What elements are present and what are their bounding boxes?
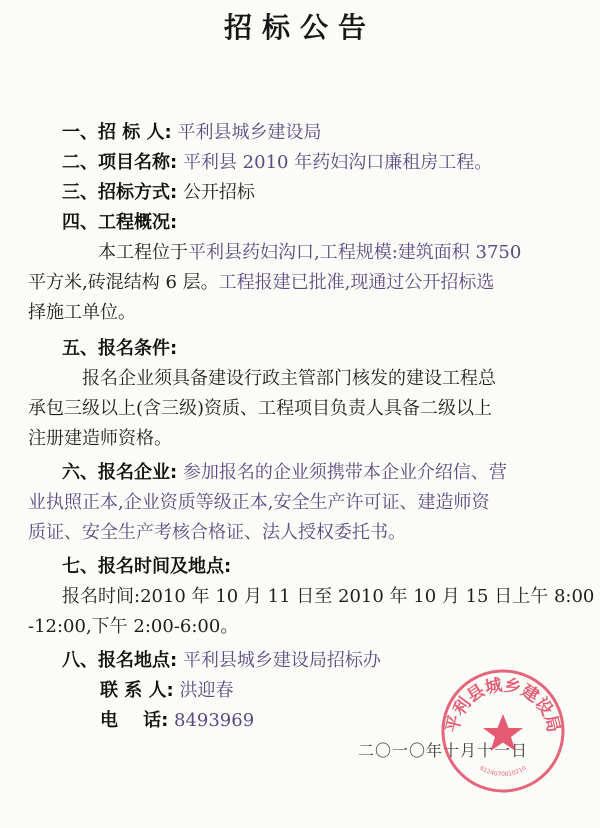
requirements-line-2: 承包三级以上(含三级)资质、工程项目负责人具备二级以上 xyxy=(28,398,493,419)
project-name-heading: 二、项目名称: xyxy=(62,152,178,173)
time-line-2: -12:00,下午 2:00-6:00。 xyxy=(28,616,239,637)
section-documents xyxy=(62,462,507,484)
issue-date: 二〇一〇年十月十一日 xyxy=(358,741,529,760)
phone-value: 8493969 xyxy=(174,710,255,731)
section-tenderer xyxy=(62,122,321,144)
svg-text:6124070010210 xyxy=(478,765,527,779)
requirements-line-3: 注册建造师资格。 xyxy=(28,428,172,449)
section-project-name xyxy=(62,152,492,174)
overview-heading: 四、工程概况: xyxy=(62,212,178,233)
contact-label: 联 系 人: xyxy=(100,680,174,701)
phone-label: 电 话: xyxy=(100,710,169,731)
section-location xyxy=(62,650,381,672)
project-name-value: 平利县 2010 年药妇沟口廉租房工程。 xyxy=(182,152,493,173)
time-line-1: 报名时间:2010 年 10 月 11 日至 2010 年 10 月 15 日上午 8:00 xyxy=(62,586,595,607)
documents-line-1: 参加报名的企业须携带本企业介绍信、营 xyxy=(182,462,507,483)
tenderer-value: 平利县城乡建设局 xyxy=(177,122,322,143)
location-value: 平利县城乡建设局招标办 xyxy=(182,650,381,671)
overview-line-1: 本工程位于平利县药妇沟口,工程规模:建筑面积 3750 xyxy=(98,242,522,263)
requirements-line-1: 报名企业须具备建设行政主管部门核发的建设工程总 xyxy=(82,368,496,389)
contact-row xyxy=(100,680,233,702)
section-method xyxy=(62,182,255,204)
documents-line-3: 质证、安全生产考核合格证、法人授权委托书。 xyxy=(28,522,406,543)
phone-row xyxy=(100,710,254,732)
seal-code: 6124070010210 xyxy=(478,764,528,779)
tenderer-heading: 一、招 标 人: xyxy=(62,122,172,143)
notice-title: 招标公告 xyxy=(223,11,376,44)
seal-star-icon xyxy=(483,714,523,751)
documents-heading: 六、报名企业: xyxy=(62,462,178,483)
method-value: 公开招标 xyxy=(182,182,255,203)
seal-text: 平利县城乡建设局 xyxy=(442,675,564,735)
section-overview-heading xyxy=(62,212,177,234)
location-heading: 八、报名地点: xyxy=(62,650,178,671)
section-requirements-heading xyxy=(62,338,177,360)
section-time-place-heading xyxy=(62,556,231,578)
requirements-heading: 五、报名条件: xyxy=(62,338,178,359)
overview-line-2: 平方米,砖混结构 6 层。工程报建已批准,现通过公开招标选 xyxy=(28,272,495,293)
documents-line-2: 业执照正本,企业资质等级正本,安全生产许可证、建造师资 xyxy=(28,492,490,513)
method-heading: 三、招标方式: xyxy=(62,182,178,203)
contact-value: 洪迎春 xyxy=(179,680,234,701)
time-place-heading: 七、报名时间及地点: xyxy=(62,556,232,577)
overview-line-3: 择施工单位。 xyxy=(28,302,136,323)
official-seal xyxy=(438,666,568,796)
